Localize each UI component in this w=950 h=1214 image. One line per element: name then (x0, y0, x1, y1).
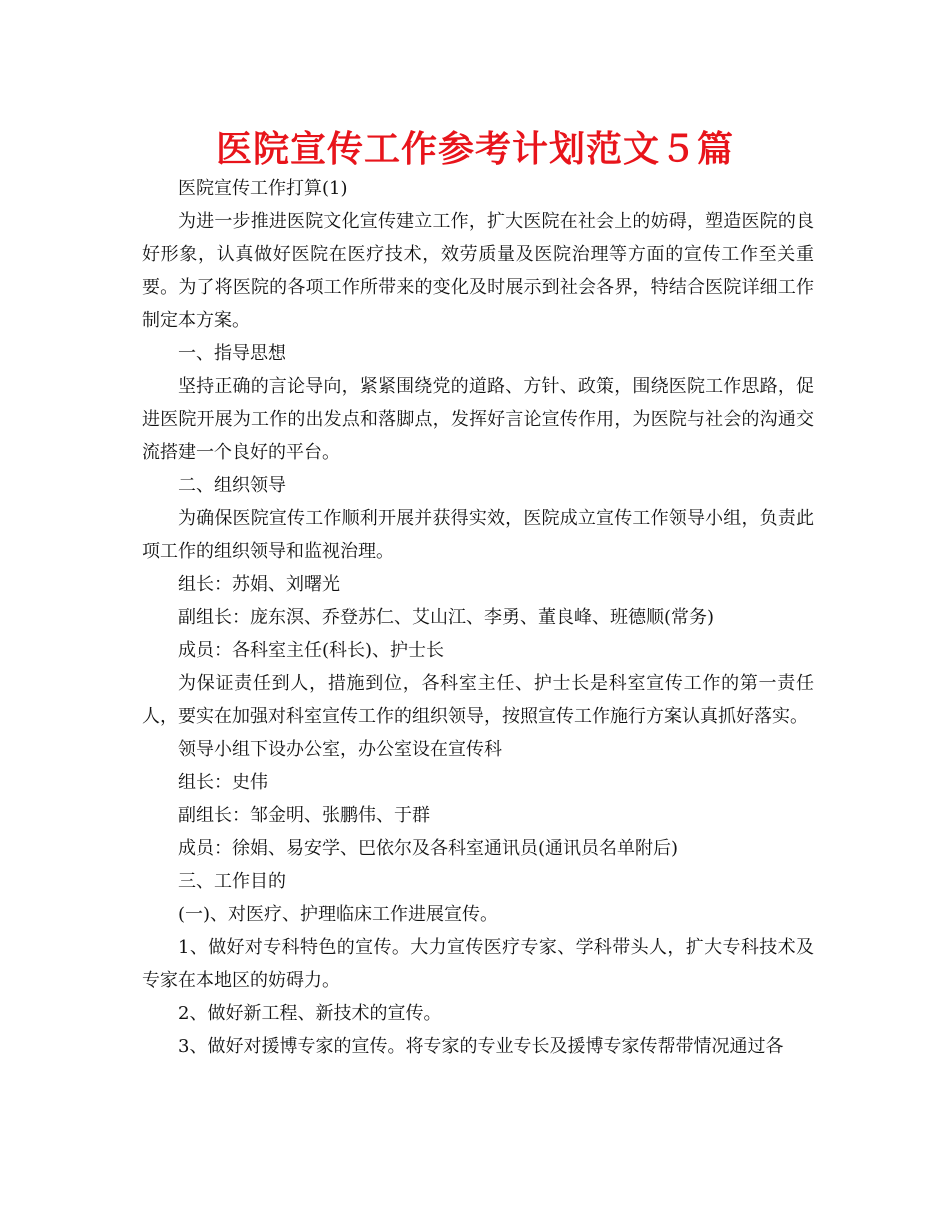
body-paragraph: 坚持正确的言论导向，紧紧围绕党的道路、方针、政策，围绕医院工作思路，促进医院开展为工作的出发点和落脚点，发挥好言论宣传作用，为医院与社会的沟通交流搭建一个良好的平台。 (142, 376, 814, 463)
subsection-heading: (一)、对医疗、护理临床工作进展宣传。 (178, 904, 499, 925)
section-heading: 二、组织领导 (178, 475, 286, 496)
subtitle-paragraph: 医院宣传工作打算(1) (178, 178, 348, 199)
list-line: 领导小组下设办公室，办公室设在宣传科 (178, 739, 502, 760)
body-paragraph: 2、做好新工程、新技术的宣传。 (178, 1003, 442, 1024)
body-paragraph: 1、做好对专科特色的宣传。大力宣传医疗专家、学科带头人，扩大专科技术及专家在本地区的妨碍力。 (142, 937, 814, 991)
section-heading: 一、指导思想 (178, 343, 286, 364)
list-line: 成员：各科室主任(科长)、护士长 (178, 640, 445, 661)
list-line: 组长：苏娟、刘曙光 (178, 574, 340, 595)
body-paragraph: 为确保医院宣传工作顺利开展并获得实效，医院成立宣传工作领导小组，负责此项工作的组织领导和监视治理。 (142, 508, 814, 562)
list-line: 副组长：邹金明、张鹏伟、于群 (178, 805, 430, 826)
document-body (142, 172, 814, 1063)
list-line: 组长：史伟 (178, 772, 268, 793)
list-line: 成员：徐娟、易安学、巴依尔及各科室通讯员(通讯员名单附后) (178, 838, 679, 859)
body-paragraph: 为保证责任到人，措施到位，各科室主任、护士长是科室宣传工作的第一责任人，要实在加强对科室宣传工作的组织领导，按照宣传工作施行方案认真抓好落实。 (142, 673, 814, 727)
section-heading: 三、工作目的 (178, 871, 286, 892)
document-title: 医院宣传工作参考计划范文５篇 (215, 129, 734, 170)
body-paragraph: 3、做好对援博专家的宣传。将专家的专业专长及援博专家传帮带情况通过各 (178, 1036, 784, 1057)
body-paragraph: 为进一步推进医院文化宣传建立工作，扩大医院在社会上的妨碍，塑造医院的良好形象，认真做好医院在医疗技术，效劳质量及医院治理等方面的宣传工作至关重要。为了将医院的各项工作所带来的变化及时展示到社会各界，特结合医院详细工作制定本方案。 (142, 211, 814, 331)
list-line: 副组长：庞东溟、乔登苏仁、艾山江、李勇、董良峰、班德顺(常务) (178, 607, 715, 628)
